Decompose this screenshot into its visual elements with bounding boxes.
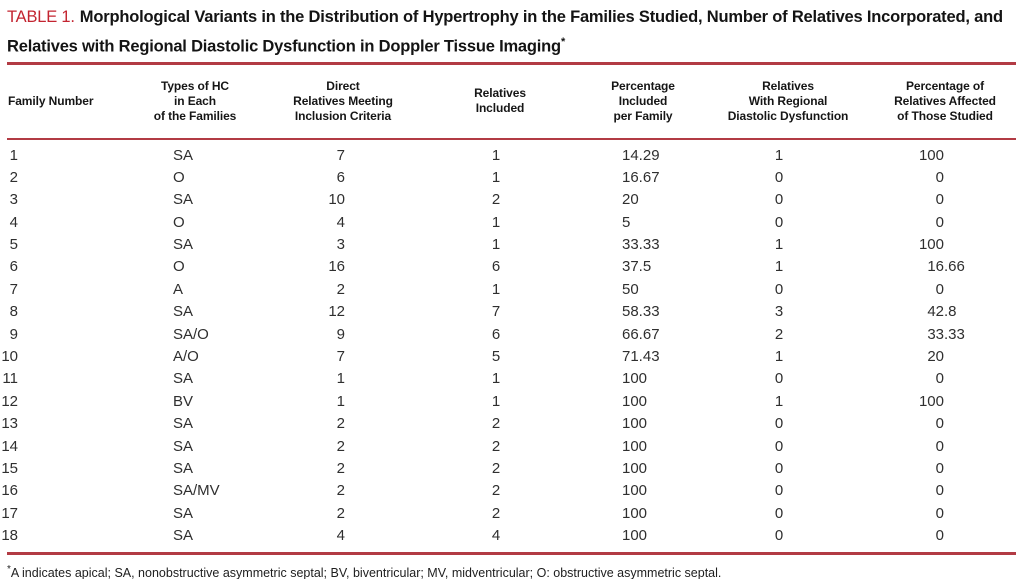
cell-percentage-included: 20 bbox=[622, 191, 639, 209]
cell-relatives-rdd: 1 bbox=[774, 258, 784, 276]
bottom-rule-divider bbox=[7, 552, 1016, 555]
cell-percentage-included: 100 bbox=[622, 370, 648, 388]
cell-relatives-included: 2 bbox=[491, 415, 501, 433]
cell-relatives-rdd: 1 bbox=[774, 236, 784, 254]
cell-percentage-affected: 0 bbox=[935, 415, 944, 433]
footnote-text: A indicates apical; SA, nonobstructive asymmetric septal; BV, biventricular; MV, midventricular; O: obstructive asymmetric septal. bbox=[10, 565, 722, 579]
cell-type-of-hc: SA bbox=[173, 437, 194, 455]
cell-family-number: 12 bbox=[1, 392, 18, 410]
cell-direct-relatives: 7 bbox=[336, 146, 345, 164]
cell-percentage-included: 58.33 bbox=[622, 303, 660, 321]
cell-family-number: 16 bbox=[1, 482, 18, 500]
cell-type-of-hc: SA bbox=[173, 504, 194, 522]
table-row bbox=[0, 413, 1024, 435]
cell-direct-relatives: 3 bbox=[336, 236, 345, 254]
cell-percentage-affected: 0 bbox=[935, 191, 944, 209]
cell-relatives-rdd: 0 bbox=[774, 168, 784, 186]
table-row bbox=[0, 480, 1024, 502]
cell-family-number: 7 bbox=[9, 280, 18, 298]
cell-relatives-included: 2 bbox=[491, 504, 501, 522]
cell-family-number: 3 bbox=[9, 191, 18, 209]
cell-family-number: 2 bbox=[9, 168, 18, 186]
cell-percentage-included: 33.33 bbox=[622, 236, 660, 254]
table-title-asterisk: * bbox=[560, 35, 566, 48]
cell-direct-relatives: 9 bbox=[336, 325, 345, 343]
cell-relatives-rdd: 0 bbox=[774, 280, 784, 298]
cell-relatives-rdd: 0 bbox=[774, 504, 784, 522]
cell-direct-relatives: 1 bbox=[336, 392, 345, 410]
column-header-relatives-included: Relatives Included bbox=[474, 86, 526, 115]
cell-type-of-hc: SA/MV bbox=[173, 482, 220, 500]
table-row bbox=[0, 503, 1024, 525]
cell-percentage-included: 100 bbox=[622, 527, 648, 545]
cell-family-number: 14 bbox=[1, 437, 18, 455]
cell-relatives-rdd: 1 bbox=[774, 392, 784, 410]
cell-direct-relatives: 2 bbox=[336, 504, 345, 522]
cell-type-of-hc: SA bbox=[173, 303, 194, 321]
cell-percentage-affected: 0 bbox=[935, 213, 944, 231]
cell-percentage-affected: 0 bbox=[935, 168, 944, 186]
cell-type-of-hc: O bbox=[173, 213, 185, 231]
column-header-direct-relatives: Direct Relatives Meeting Inclusion Criteria bbox=[293, 78, 393, 123]
cell-percentage-included: 71.43 bbox=[622, 348, 660, 366]
table-row bbox=[0, 256, 1024, 278]
cell-relatives-rdd: 0 bbox=[774, 459, 784, 477]
cell-percentage-affected: 100 bbox=[918, 236, 944, 254]
column-header-types-of-hc: Types of HC in Each of the Families bbox=[153, 78, 237, 123]
cell-family-number: 8 bbox=[9, 303, 18, 321]
cell-relatives-rdd: 0 bbox=[774, 213, 784, 231]
table-label: TABLE 1. bbox=[7, 8, 75, 26]
cell-direct-relatives: 2 bbox=[336, 280, 345, 298]
cell-type-of-hc: SA bbox=[173, 191, 194, 209]
table-row bbox=[0, 525, 1024, 547]
cell-relatives-included: 6 bbox=[491, 325, 501, 343]
cell-relatives-rdd: 0 bbox=[774, 482, 784, 500]
cell-family-number: 4 bbox=[9, 213, 18, 231]
cell-family-number: 15 bbox=[1, 459, 18, 477]
cell-type-of-hc: BV bbox=[173, 392, 194, 410]
header-row bbox=[0, 65, 1024, 138]
cell-relatives-included: 1 bbox=[491, 146, 501, 164]
cell-percentage-included: 100 bbox=[622, 392, 648, 410]
cell-percentage-included: 100 bbox=[622, 415, 648, 433]
column-header-relatives-rdd: Relatives With Regional Diastolic Dysfunction bbox=[727, 78, 849, 123]
cell-type-of-hc: SA bbox=[173, 370, 194, 388]
cell-percentage-included: 100 bbox=[622, 459, 648, 477]
cell-relatives-included: 1 bbox=[491, 236, 501, 254]
cell-percentage-affected: 100 bbox=[918, 392, 944, 410]
cell-type-of-hc: A bbox=[173, 280, 184, 298]
cell-type-of-hc: SA bbox=[173, 459, 194, 477]
cell-relatives-included: 1 bbox=[491, 213, 501, 231]
cell-percentage-included: 37.5 bbox=[622, 258, 652, 276]
table-row bbox=[0, 167, 1024, 189]
cell-family-number: 17 bbox=[1, 504, 18, 522]
table-row bbox=[0, 391, 1024, 413]
cell-direct-relatives: 1 bbox=[336, 370, 345, 388]
cell-relatives-rdd: 3 bbox=[774, 303, 784, 321]
cell-relatives-rdd: 0 bbox=[774, 191, 784, 209]
cell-direct-relatives: 10 bbox=[328, 191, 345, 209]
cell-type-of-hc: A/O bbox=[173, 348, 199, 366]
cell-direct-relatives: 7 bbox=[336, 348, 345, 366]
cell-type-of-hc: SA bbox=[173, 527, 194, 545]
cell-relatives-rdd: 0 bbox=[774, 415, 784, 433]
cell-direct-relatives: 2 bbox=[336, 437, 345, 455]
cell-percentage-affected: 33.33 bbox=[927, 325, 965, 343]
cell-direct-relatives: 2 bbox=[336, 482, 345, 500]
cell-family-number: 1 bbox=[9, 146, 18, 164]
cell-relatives-rdd: 0 bbox=[774, 527, 784, 545]
cell-direct-relatives: 4 bbox=[336, 527, 345, 545]
cell-relatives-rdd: 1 bbox=[774, 348, 784, 366]
cell-relatives-rdd: 0 bbox=[774, 370, 784, 388]
cell-family-number: 11 bbox=[2, 370, 18, 388]
column-header-percentage-included: Percentage Included per Family bbox=[611, 78, 675, 123]
cell-percentage-affected: 0 bbox=[935, 370, 944, 388]
table-body bbox=[0, 140, 1024, 548]
cell-relatives-included: 7 bbox=[491, 303, 501, 321]
table-row bbox=[0, 458, 1024, 480]
cell-relatives-included: 1 bbox=[491, 392, 501, 410]
cell-type-of-hc: O bbox=[173, 258, 185, 276]
cell-direct-relatives: 6 bbox=[336, 168, 345, 186]
cell-percentage-affected: 42.8 bbox=[927, 303, 957, 321]
cell-relatives-included: 1 bbox=[491, 280, 501, 298]
cell-relatives-rdd: 2 bbox=[774, 325, 784, 343]
cell-relatives-included: 2 bbox=[491, 482, 501, 500]
table-title-text: Morphological Variants in the Distribution of Hypertrophy in the Families Studied, Number of Relatives Incorporated, and Relatives with Regional Diastolic Dysfunction in Doppler Tissue Imaging bbox=[7, 8, 1003, 55]
table-row bbox=[0, 189, 1024, 211]
cell-direct-relatives: 16 bbox=[328, 258, 345, 276]
table-row bbox=[0, 145, 1024, 167]
cell-percentage-affected: 100 bbox=[918, 146, 944, 164]
table-row bbox=[0, 368, 1024, 390]
cell-percentage-affected: 16.66 bbox=[927, 258, 965, 276]
cell-relatives-included: 2 bbox=[491, 437, 501, 455]
table-title bbox=[0, 0, 1024, 59]
cell-family-number: 10 bbox=[1, 348, 18, 366]
table-row bbox=[0, 234, 1024, 256]
cell-family-number: 13 bbox=[1, 415, 18, 433]
cell-relatives-rdd: 0 bbox=[774, 437, 784, 455]
cell-relatives-included: 4 bbox=[491, 527, 501, 545]
cell-relatives-included: 2 bbox=[491, 191, 501, 209]
cell-type-of-hc: SA bbox=[173, 146, 194, 164]
table-row bbox=[0, 436, 1024, 458]
cell-percentage-included: 5 bbox=[622, 213, 631, 231]
cell-percentage-included: 66.67 bbox=[622, 325, 660, 343]
cell-percentage-affected: 0 bbox=[935, 482, 944, 500]
column-header-percentage-affected: Percentage of Relatives Affected of Those Studied bbox=[894, 78, 996, 123]
cell-direct-relatives: 2 bbox=[336, 415, 345, 433]
table-row bbox=[0, 324, 1024, 346]
cell-relatives-included: 1 bbox=[491, 168, 501, 186]
cell-percentage-included: 100 bbox=[622, 504, 648, 522]
cell-relatives-rdd: 1 bbox=[774, 146, 784, 164]
table-row bbox=[0, 279, 1024, 301]
cell-family-number: 18 bbox=[1, 527, 18, 545]
column-header-family-number: Family Number bbox=[8, 93, 94, 108]
cell-percentage-affected: 0 bbox=[935, 437, 944, 455]
cell-percentage-included: 100 bbox=[622, 437, 648, 455]
cell-type-of-hc: SA/O bbox=[173, 325, 209, 343]
cell-type-of-hc: SA bbox=[173, 415, 194, 433]
cell-relatives-included: 2 bbox=[491, 459, 501, 477]
cell-percentage-affected: 20 bbox=[927, 348, 944, 366]
cell-relatives-included: 1 bbox=[491, 370, 501, 388]
cell-percentage-affected: 0 bbox=[935, 459, 944, 477]
table-row bbox=[0, 301, 1024, 323]
cell-percentage-affected: 0 bbox=[935, 527, 944, 545]
table-row bbox=[0, 346, 1024, 368]
cell-relatives-included: 6 bbox=[491, 258, 501, 276]
footnote bbox=[7, 562, 1016, 579]
cell-family-number: 6 bbox=[9, 258, 18, 276]
cell-relatives-included: 5 bbox=[491, 348, 501, 366]
cell-family-number: 5 bbox=[9, 236, 18, 254]
cell-type-of-hc: SA bbox=[173, 236, 194, 254]
cell-direct-relatives: 2 bbox=[336, 459, 345, 477]
cell-percentage-included: 50 bbox=[622, 280, 639, 298]
cell-direct-relatives: 12 bbox=[328, 303, 345, 321]
cell-percentage-included: 16.67 bbox=[622, 168, 660, 186]
cell-family-number: 9 bbox=[9, 325, 18, 343]
cell-percentage-affected: 0 bbox=[935, 280, 944, 298]
cell-type-of-hc: O bbox=[173, 168, 185, 186]
cell-direct-relatives: 4 bbox=[336, 213, 345, 231]
cell-percentage-affected: 0 bbox=[935, 504, 944, 522]
cell-percentage-included: 100 bbox=[622, 482, 648, 500]
table-row bbox=[0, 212, 1024, 234]
cell-percentage-included: 14.29 bbox=[622, 146, 660, 164]
footnote-marker: * bbox=[7, 563, 11, 575]
